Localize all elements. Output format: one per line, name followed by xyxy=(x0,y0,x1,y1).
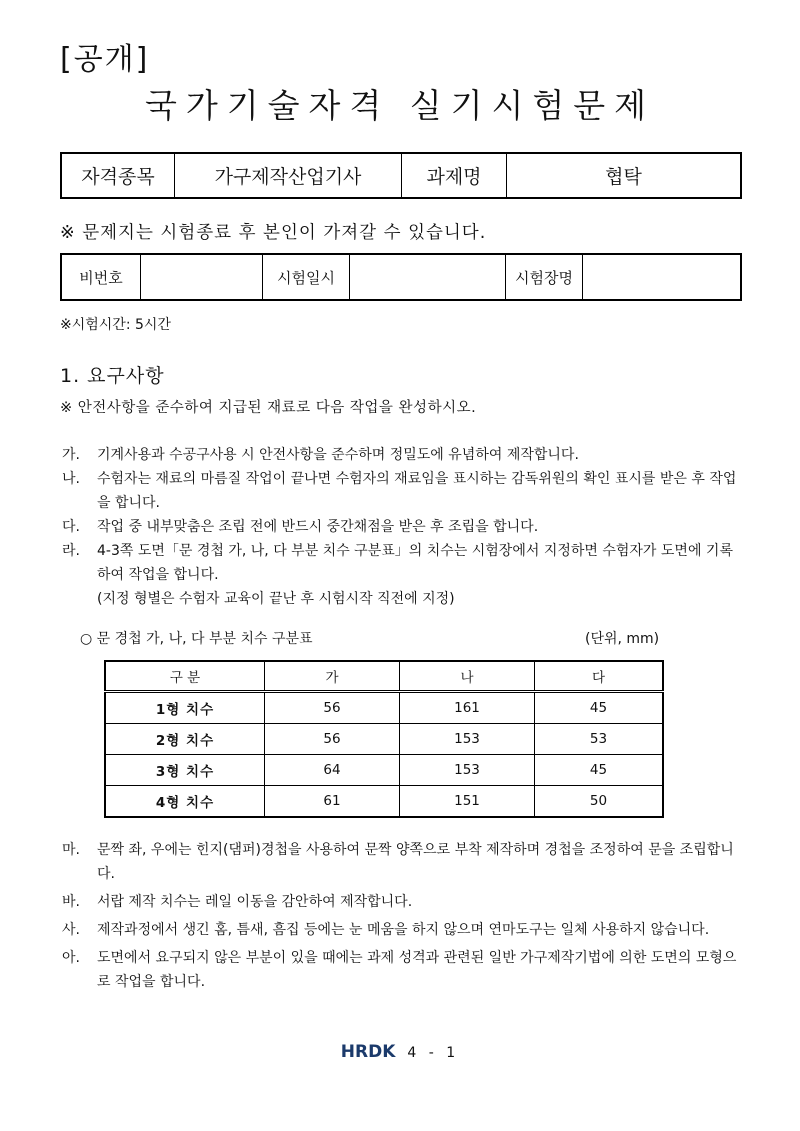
table-row xyxy=(105,755,663,786)
list-item xyxy=(62,515,744,539)
item-text: 작업 중 내부맞춤은 조립 전에 반드시 중간채점을 받은 후 조립을 합니다. xyxy=(97,519,539,535)
table-cell: 50 xyxy=(535,786,664,818)
hrdk-logo: HRDK xyxy=(340,1042,396,1062)
item-marker: 가. xyxy=(62,447,80,463)
item-text: 제작과정에서 생긴 홈, 틈새, 흠집 등에는 눈 메움을 하지 않으며 연마도구는 일체 사용하지 않습니다. xyxy=(97,922,710,938)
id-label: 비번호 xyxy=(61,254,141,300)
item-text: 도면에서 요구되지 않은 부분이 있을 때에는 과제 성격과 관련된 일반 가구제작기법에 의한 도면의 모형으로 작업을 합니다. xyxy=(97,950,737,990)
list-item xyxy=(62,443,744,467)
list-item xyxy=(62,838,744,886)
requirements-list-1 xyxy=(62,443,744,611)
table-cell: 56 xyxy=(265,724,400,755)
exam-info-table xyxy=(60,253,742,301)
place-value xyxy=(583,254,742,300)
table-row xyxy=(105,692,663,724)
hinge-dimension-table xyxy=(104,660,664,818)
item-text: 기계사용과 수공구사용 시 안전사항을 준수하며 정밀도에 유념하여 제작합니다. xyxy=(97,447,579,463)
page-number: 4 - 1 xyxy=(407,1045,460,1061)
list-item xyxy=(62,539,744,611)
qualification-info-table xyxy=(60,152,742,199)
item-subtext: (지정 형별은 수험자 교육이 끝난 후 시험시작 직전에 지정) xyxy=(97,591,455,607)
table-cell: 53 xyxy=(535,724,664,755)
table-header-cell: 구 분 xyxy=(105,661,265,692)
section-note: ※ 안전사항을 준수하여 지급된 재료로 다음 작업을 완성하시오. xyxy=(60,400,477,416)
document-title: 국가기술자격 실기시험문제 xyxy=(144,86,656,125)
list-item xyxy=(62,946,744,994)
date-value xyxy=(350,254,506,300)
field-label: 자격종목 xyxy=(61,153,175,198)
table-header-cell: 가 xyxy=(265,661,400,692)
item-marker: 라. xyxy=(62,543,80,559)
item-marker: 다. xyxy=(62,519,80,535)
table-cell: 4형 치수 xyxy=(105,786,265,818)
place-label: 시험장명 xyxy=(506,254,583,300)
table-cell: 45 xyxy=(535,755,664,786)
table-cell: 151 xyxy=(400,786,535,818)
table-cell: 45 xyxy=(535,692,664,724)
public-label: [공개] xyxy=(60,42,150,77)
table-cell: 61 xyxy=(265,786,400,818)
list-item xyxy=(62,467,744,515)
item-text: 4-3쪽 도면「문 경첩 가, 나, 다 부분 치수 구분표」의 치수는 시험장에서 지정하면 수험자가 도면에 기록하여 작업을 합니다. xyxy=(97,543,733,583)
requirements-list-2 xyxy=(62,838,744,998)
item-marker: 바. xyxy=(62,894,80,910)
notice-text: ※ 문제지는 시험종료 후 본인이 가져갈 수 있습니다. xyxy=(60,223,487,243)
item-text: 수험자는 재료의 마름질 작업이 끝나면 수험자의 재료임을 표시하는 감독위원의 확인 표시를 받은 후 작업을 합니다. xyxy=(97,471,737,511)
item-text: 서랍 제작 치수는 레일 이동을 감안하여 제작합니다. xyxy=(97,894,413,910)
table-header-cell: 나 xyxy=(400,661,535,692)
table-row xyxy=(105,724,663,755)
page-footer xyxy=(0,1042,800,1062)
list-item xyxy=(62,890,744,914)
table-header-cell: 다 xyxy=(535,661,664,692)
table-caption: ○ 문 경첩 가, 나, 다 부분 치수 구분표 xyxy=(80,631,313,647)
table-cell: 3형 치수 xyxy=(105,755,265,786)
date-label: 시험일시 xyxy=(263,254,350,300)
item-marker: 나. xyxy=(62,471,80,487)
exam-time-note: ※시험시간: 5시간 xyxy=(60,317,171,333)
table-cell: 161 xyxy=(400,692,535,724)
task-value: 협탁 xyxy=(507,153,742,198)
id-value xyxy=(141,254,263,300)
table-unit: (단위, mm) xyxy=(585,631,660,647)
table-cell: 153 xyxy=(400,755,535,786)
table-cell: 64 xyxy=(265,755,400,786)
item-marker: 아. xyxy=(62,950,80,966)
field-value: 가구제작산업기사 xyxy=(175,153,402,198)
table-cell: 56 xyxy=(265,692,400,724)
task-label: 과제명 xyxy=(402,153,507,198)
table-cell: 1형 치수 xyxy=(105,692,265,724)
item-marker: 사. xyxy=(62,922,80,938)
list-item xyxy=(62,918,744,942)
item-text: 문짝 좌, 우에는 힌지(댐퍼)경첩을 사용하여 문짝 양쪽으로 부착 제작하며 경첩을 조정하여 문을 조립합니다. xyxy=(97,842,734,882)
table-row xyxy=(105,786,663,818)
section-title: 1. 요구사항 xyxy=(60,365,165,387)
item-marker: 마. xyxy=(62,842,80,858)
table-cell: 2형 치수 xyxy=(105,724,265,755)
table-cell: 153 xyxy=(400,724,535,755)
